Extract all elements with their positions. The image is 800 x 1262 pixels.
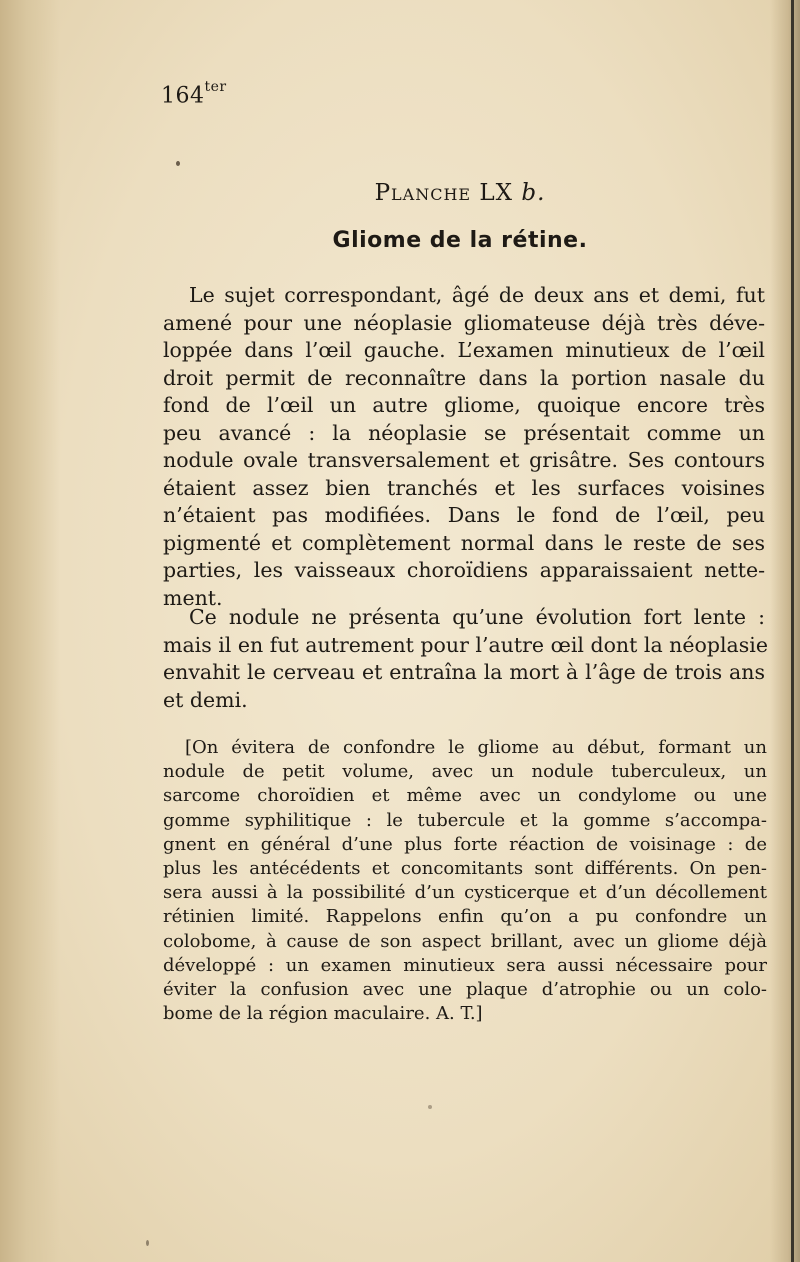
note-line: nodule de petit volume, avec un nodule tuberculeux, un [163,761,767,783]
body-paragraph-1 [163,282,765,612]
note-line: gomme syphilitique : le tubercule et la gomme s’accompa- [163,809,767,831]
note-line: rétinien limité. Rappelons enfin qu’on a pu confondre un [163,906,767,928]
note-line: [On évitera de confondre le gliome au début, formant un [185,737,767,758]
ink-speck [176,161,180,166]
text-line: loppée dans l’œil gauche. L’examen minutieux de l’œil [163,338,765,362]
text-line: fond de l’œil un autre gliome, quoique encore très [163,393,765,417]
text-line: nodule ovale transversalement et grisâtre. Ses contours [163,448,765,472]
note-line: plus les antécédents et concomitants sont différents. On pen- [163,857,767,879]
note-line: sarcome choroïdien et même avec un condylome ou une [163,785,767,807]
plate-label: Planche LX [374,180,514,206]
editor-note [163,736,767,1026]
text-line: Ce nodule ne présenta qu’une évolution fort lente : [189,605,765,629]
text-line: parties, les vaisseaux choroïdiens apparaissaient nette- [163,558,765,582]
note-line: gnent en général d’une plus forte réaction de voisinage : de [163,833,767,855]
text-line: étaient assez bien tranchés et les surfaces voisines [163,475,765,500]
text-line: Le sujet correspondant, âgé de deux ans et demi, fut [189,283,765,307]
text-line: droit permit de reconnaître dans la portion nasale du [163,365,765,390]
text-line: envahit le cerveau et entraîna la mort à l’âge de trois ans [163,660,765,684]
note-line: sera aussi à la possibilité d’un cysticerque et d’un décollement [163,882,767,904]
page-number-value: 164 [161,83,205,109]
text-line: n’étaient pas modifiées. Dans le fond de l’œil, peu [163,503,765,527]
page-gutter-shadow [0,0,60,1262]
page-edge-shadow [770,0,800,1262]
note-line: colobome, à cause de son aspect brillant, avec un gliome déjà [163,930,767,952]
note-line: éviter la confusion avec une plaque d’atrophie ou un colo- [163,978,767,1000]
text-line: ment. [163,585,223,610]
ink-speck [146,1240,149,1246]
ink-speck [428,1105,432,1109]
text-line: amené pour une néoplasie gliomateuse déjà très déve- [163,310,765,335]
article-title: Gliome de la rétine. [332,228,588,253]
text-line: et demi. [163,687,248,712]
page-number [161,79,227,109]
text-line: peu avancé : la néoplasie se présentait comme un [163,420,765,445]
plate-letter: b. [521,180,546,206]
text-line: mais il en fut autrement pour l’autre œil dont la néoplasie [163,632,768,657]
plate-heading [160,180,760,206]
note-line: développé : un examen minutieux sera aussi nécessaire pour [163,954,767,976]
page-border-line [791,0,794,1262]
text-line: pigmenté et complètement normal dans le reste de ses [163,530,765,555]
note-line: bome de la région maculaire. A. T.] [163,1003,483,1025]
page-number-suffix: ter [204,79,227,95]
body-paragraph-2 [163,604,768,714]
